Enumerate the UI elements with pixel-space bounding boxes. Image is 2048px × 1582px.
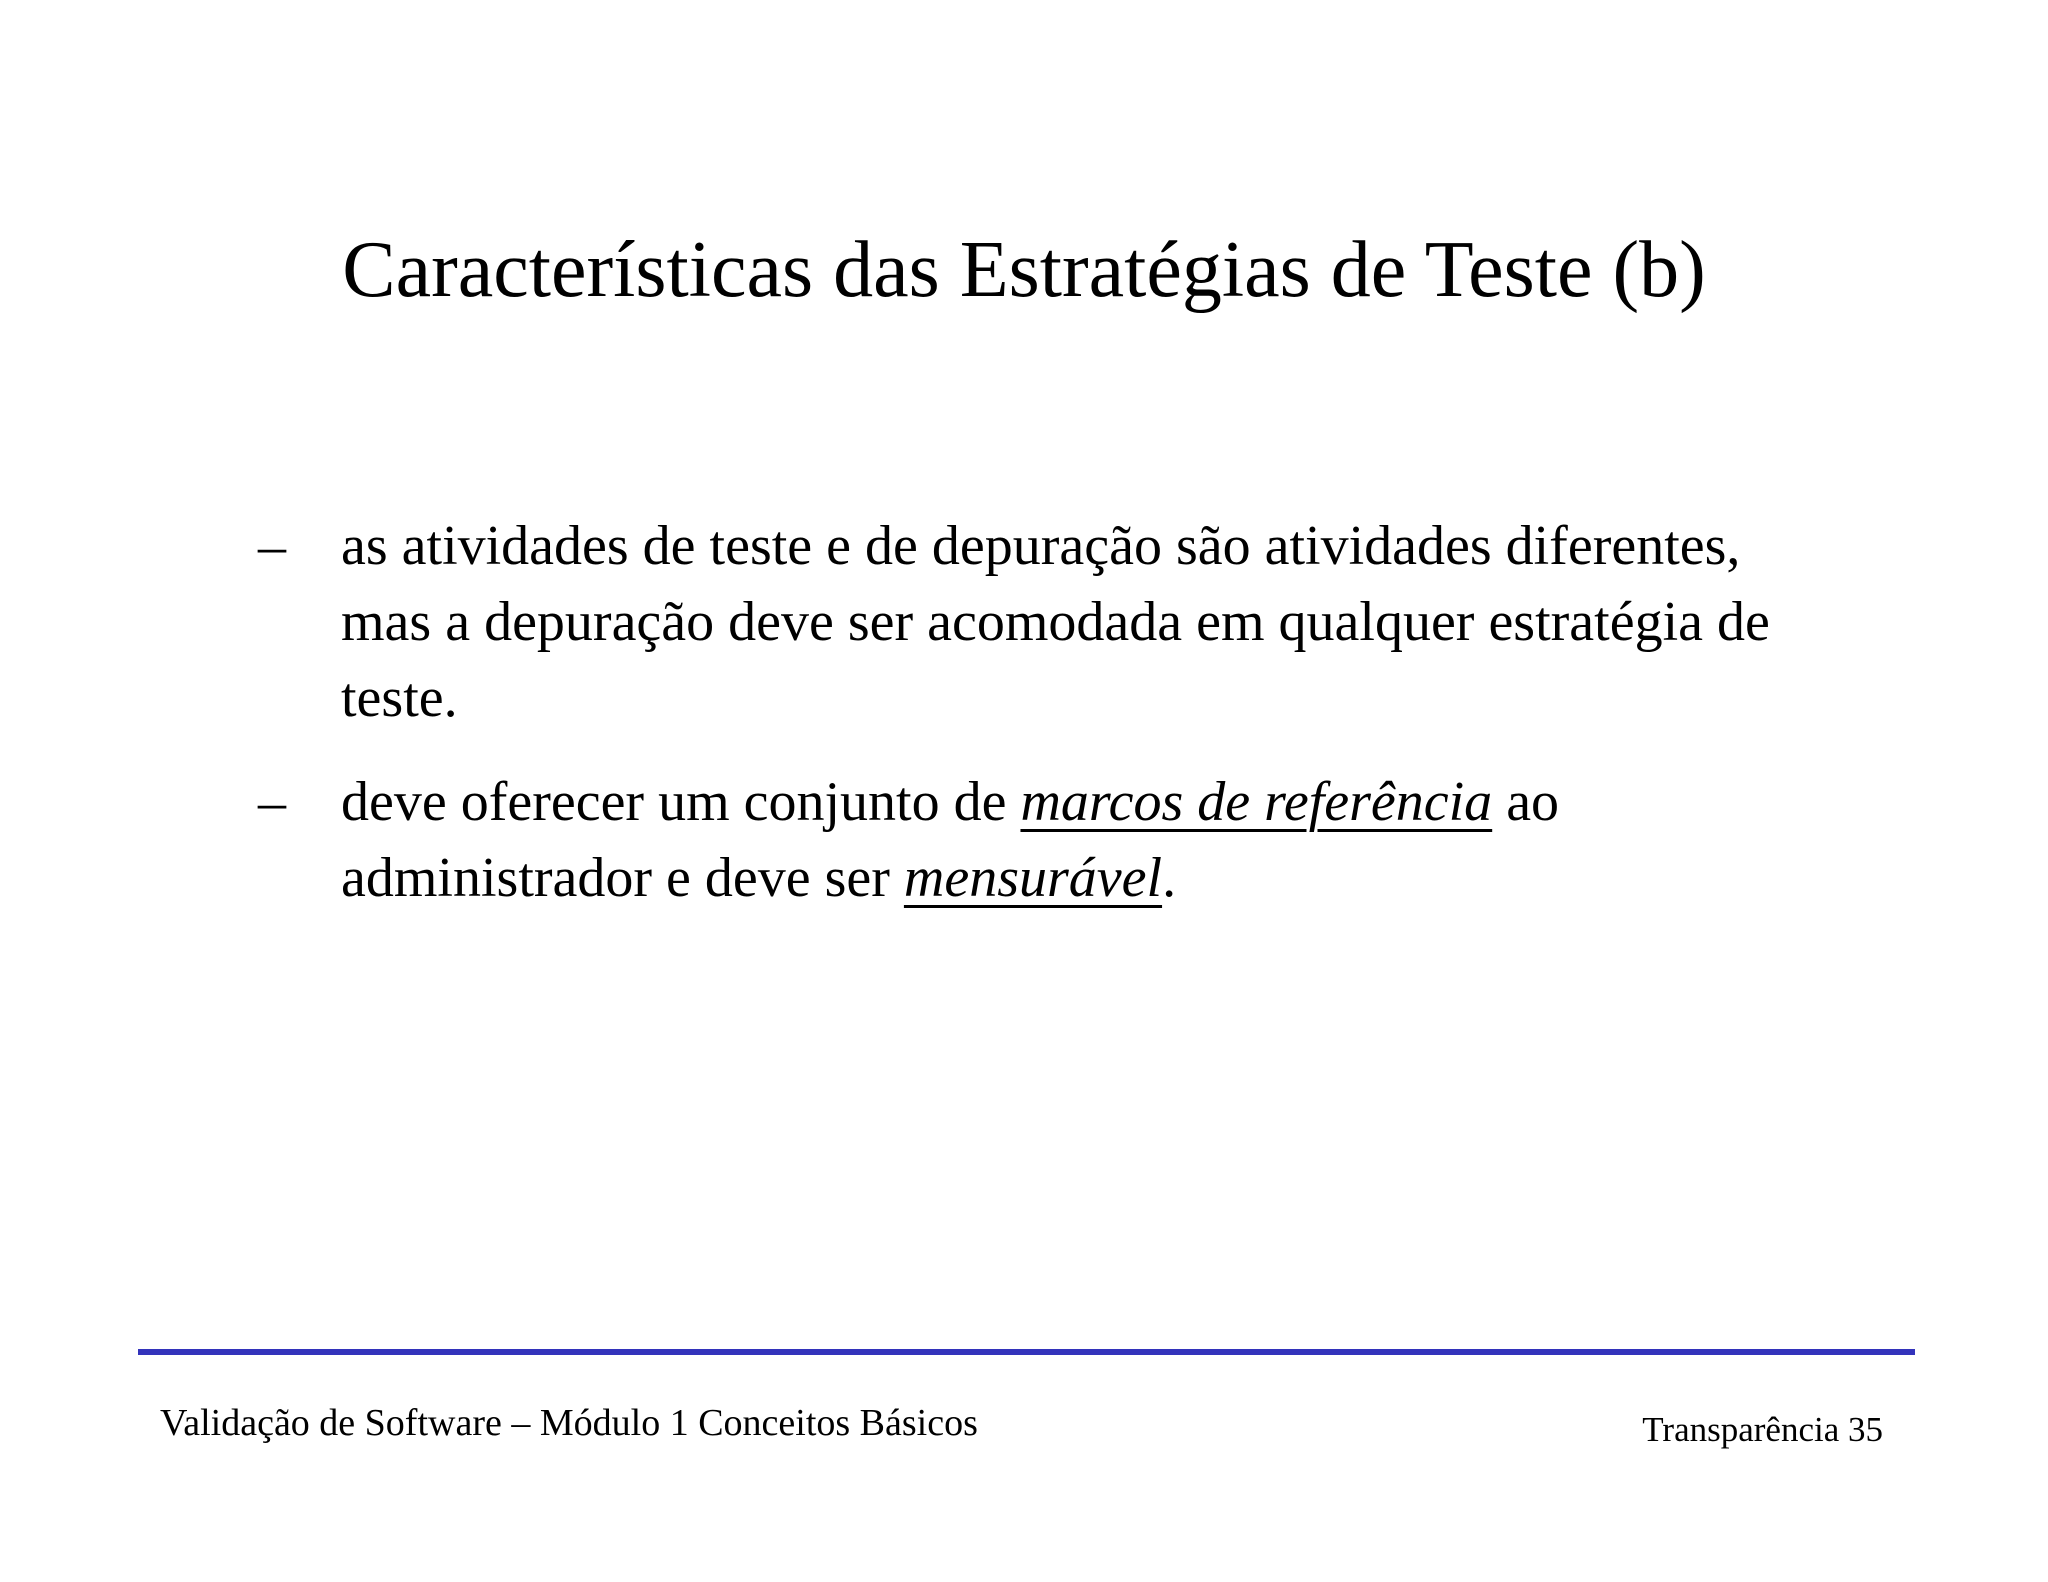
bullet-text-segment: ao administrador e deve ser bbox=[341, 771, 1560, 909]
bullet-text-segment: deve oferecer um conjunto de bbox=[341, 771, 1021, 833]
dash-marker: – bbox=[258, 771, 286, 833]
bullet-item bbox=[258, 508, 1818, 736]
bullet-text bbox=[341, 771, 1559, 909]
bullet-text-segment: . bbox=[1162, 847, 1177, 909]
emphasis-marcos-de-referencia: marcos de referência bbox=[1020, 771, 1493, 833]
dash-marker: – bbox=[258, 515, 286, 577]
emphasis-mensuravel: mensurável bbox=[903, 847, 1163, 909]
slide-title: Características das Estratégias de Teste (b) bbox=[342, 226, 1706, 314]
bullet-list bbox=[258, 508, 1818, 944]
bullet-item bbox=[258, 764, 1818, 916]
footer-slide-number: Transparência 35 bbox=[1642, 1410, 1883, 1449]
footer-course-title: Validação de Software – Módulo 1 Conceitos Básicos bbox=[160, 1402, 978, 1444]
footer-divider bbox=[138, 1349, 1915, 1355]
bullet-text: as atividades de teste e de depuração são atividades diferentes, mas a depuração deve ser acomodada em qualquer estratégia de teste. bbox=[341, 515, 1770, 729]
